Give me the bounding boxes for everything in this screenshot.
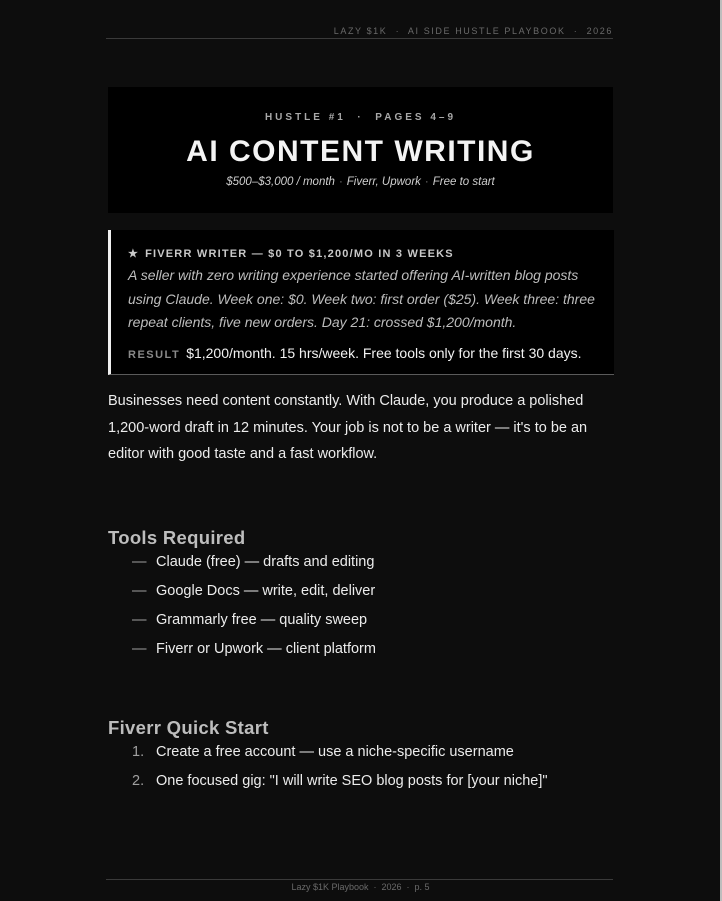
tool-text: Fiverr or Upwork — client platform <box>156 641 376 657</box>
callout-body: A seller with zero writing experience started offering AI-written blog posts using Claude. Week one: $0. Week two: first order ($25). Week three: three repeat clients, five new orders. Day 21: crossed $1,200/month. <box>128 267 595 330</box>
fiverr-quick-start-heading: Fiverr Quick Start <box>108 717 269 738</box>
platforms: Fiverr, Upwork <box>346 176 421 188</box>
result-label: RESULT <box>128 349 181 361</box>
footer-divider <box>106 879 613 880</box>
header-divider <box>106 38 613 39</box>
step-number: 2. <box>132 773 145 789</box>
list-item <box>132 773 548 802</box>
list-item <box>132 612 376 641</box>
tool-text: Google Docs — write, edit, deliver <box>156 583 376 599</box>
result-text: $1,200/month. 15 hrs/week. Free tools only for the first 30 days. <box>186 345 582 361</box>
separator-dot: · <box>338 176 343 188</box>
tool-text: Grammarly free — quality sweep <box>156 612 368 628</box>
separator-dot: · <box>424 176 429 188</box>
tools-heading: Tools Required <box>108 527 246 548</box>
intro-paragraph: Businesses need content constantly. With Claude, you produce a polished 1,200-word draft in 12 minutes. Your job is not to be a writer — it's to be an editor with good taste and a fast workflow. <box>108 393 588 462</box>
callout-title <box>128 247 454 260</box>
callout-title-text: FIVERR WRITER — $0 TO $1,200/MO IN 3 WEEKS <box>145 248 454 260</box>
case-study-callout <box>108 230 614 375</box>
list-item <box>132 554 376 583</box>
callout-result <box>128 345 582 361</box>
list-item <box>132 744 548 773</box>
list-item <box>132 583 376 612</box>
dash-marker: — <box>132 612 147 628</box>
startup-cost: Free to start <box>432 176 495 188</box>
star-icon: ★ <box>128 248 140 260</box>
step-number: 1. <box>132 744 145 760</box>
dash-marker: — <box>132 583 147 599</box>
step-text: Create a free account — use a niche-specific username <box>156 744 514 760</box>
hustle-hero-banner <box>108 87 613 213</box>
tool-text: Claude (free) — drafts and editing <box>156 554 375 570</box>
list-item <box>132 641 376 670</box>
hustle-title: AI CONTENT WRITING <box>186 135 535 168</box>
hustle-kicker: HUSTLE #1 · PAGES 4–9 <box>264 112 457 123</box>
income-range: $500–$3,000 / month <box>226 176 335 188</box>
dash-marker: — <box>132 554 147 570</box>
quick-start-steps <box>132 744 548 802</box>
running-header: LAZY $1K · AI SIDE HUSTLE PLAYBOOK · 2026 <box>333 26 613 36</box>
tools-list <box>132 554 376 670</box>
dash-marker: — <box>132 641 147 657</box>
page-footer: Lazy $1K Playbook · 2026 · p. 5 <box>291 882 430 892</box>
step-text: One focused gig: "I will write SEO blog posts for [your niche]" <box>156 773 548 789</box>
hustle-subtitle <box>108 176 613 188</box>
